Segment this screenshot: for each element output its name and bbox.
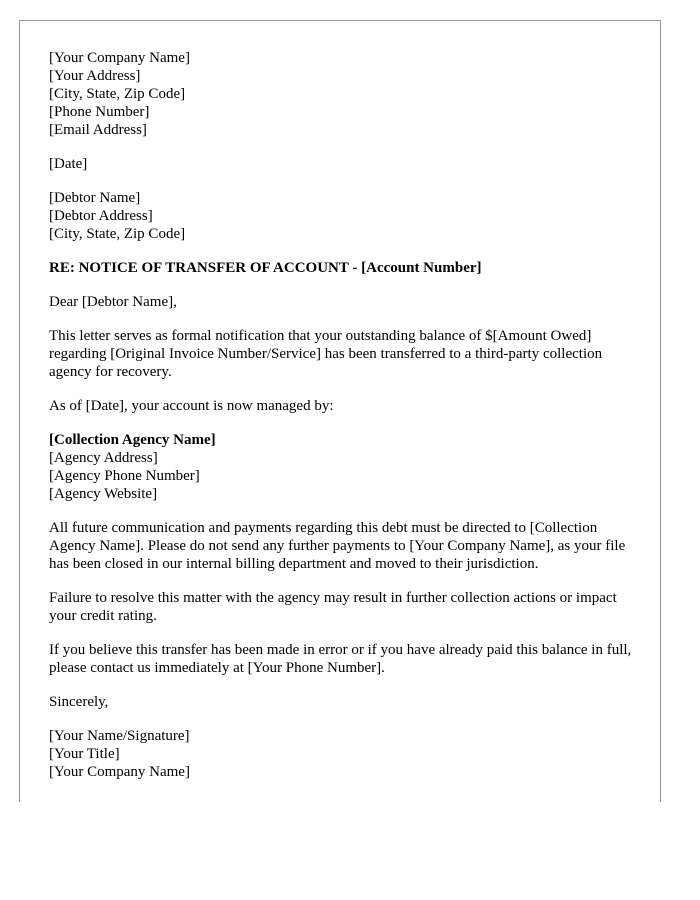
date-block [49, 155, 639, 173]
agency-phone: [Agency Phone Number] [49, 468, 200, 484]
closing: Sincerely, [49, 694, 109, 710]
recipient-name: [Debtor Name] [49, 190, 141, 206]
sender-address: [Your Address] [49, 68, 141, 84]
sender-block [49, 49, 639, 139]
sender-email: [Email Address] [49, 122, 147, 138]
letter-date: [Date] [49, 156, 88, 172]
letter-page [19, 20, 661, 802]
signature-title: [Your Title] [49, 746, 120, 762]
letter-body [49, 49, 639, 781]
paragraph-notification: This letter serves as formal notification that your outstanding balance of $[Amount Owed] regarding [Original Invoice Number/Service] has been transferred to a third-party collection agency for recovery. [49, 328, 603, 380]
paragraph-failure-warning: Failure to resolve this matter with the agency may result in further collection actions or impact your credit rating. [49, 590, 617, 624]
signature-block [49, 727, 639, 781]
subject-block [49, 259, 639, 277]
recipient-block [49, 189, 639, 243]
salutation-block [49, 293, 639, 311]
agency-block [49, 431, 639, 503]
paragraph-error-contact: If you believe this transfer has been made in error or if you have already paid this balance in full, please contact us immediately at [Your Phone Number]. [49, 642, 632, 676]
sender-city-state-zip: [City, State, Zip Code] [49, 86, 186, 102]
agency-name: [Collection Agency Name] [49, 432, 216, 448]
agency-address: [Agency Address] [49, 450, 158, 466]
recipient-city-state-zip: [City, State, Zip Code] [49, 226, 186, 242]
sender-phone: [Phone Number] [49, 104, 150, 120]
agency-website: [Agency Website] [49, 486, 158, 502]
sender-company: [Your Company Name] [49, 50, 190, 66]
subject-line: RE: NOTICE OF TRANSFER OF ACCOUNT - [Account Number] [49, 260, 482, 276]
recipient-address: [Debtor Address] [49, 208, 153, 224]
paragraph-future-communication: All future communication and payments regarding this debt must be directed to [Collection Agency Name]. Please do not send any further payments to [Your Company Name], as your file has been closed in our internal billing department and moved to their jurisdiction. [49, 520, 626, 572]
salutation: Dear [Debtor Name], [49, 294, 177, 310]
closing-block [49, 693, 639, 711]
signature-company: [Your Company Name] [49, 764, 190, 780]
paragraph-managed-by: As of [Date], your account is now managed by: [49, 398, 334, 414]
signature-name: [Your Name/Signature] [49, 728, 190, 744]
